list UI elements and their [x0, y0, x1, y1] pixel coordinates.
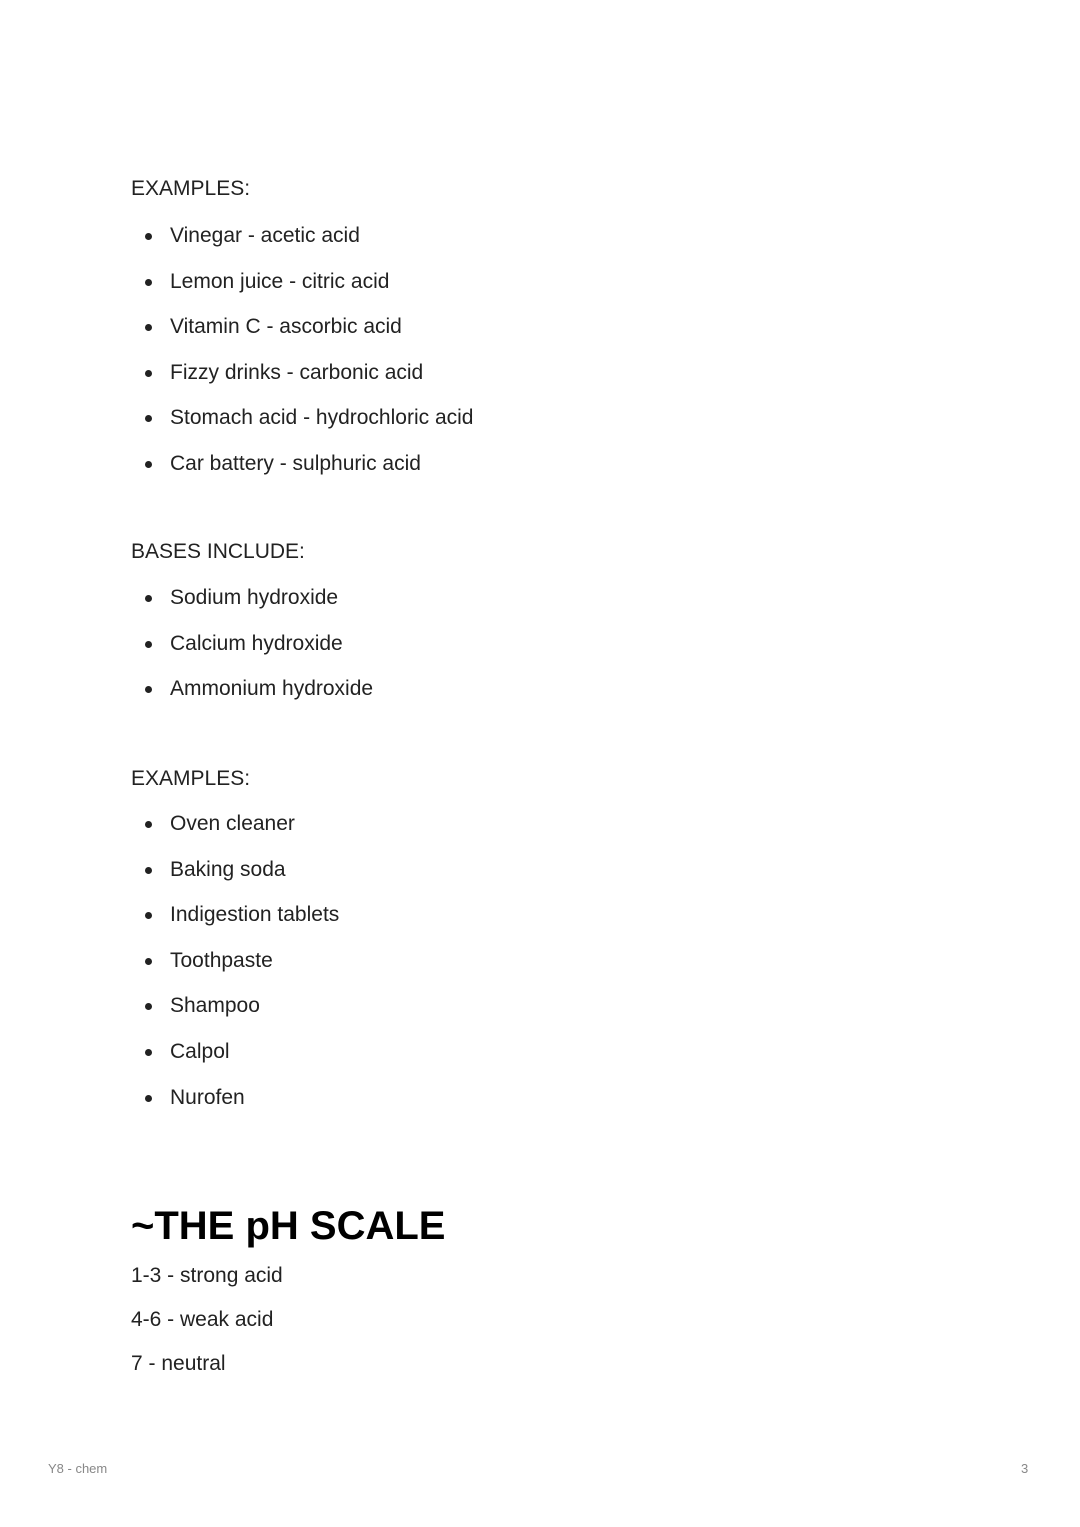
- bases-list: [131, 586, 373, 723]
- list-item: Vinegar - acetic acid: [131, 224, 473, 270]
- list-item: Toothpaste: [131, 949, 339, 995]
- footer-document-label: Y8 - chem: [48, 1461, 108, 1476]
- list-item: Indigestion tablets: [131, 903, 339, 949]
- list-item: Oven cleaner: [131, 812, 339, 858]
- list-item: Calcium hydroxide: [131, 632, 373, 678]
- ph-scale-line: 1-3 - strong acid: [131, 1264, 283, 1287]
- ph-scale-title: ~THE pH SCALE: [131, 1204, 446, 1248]
- list-item: Sodium hydroxide: [131, 586, 373, 632]
- ph-scale-line: 4-6 - weak acid: [131, 1308, 274, 1331]
- ph-scale-line: 7 - neutral: [131, 1352, 226, 1375]
- list-item: Fizzy drinks - carbonic acid: [131, 361, 473, 407]
- bases-heading: BASES INCLUDE:: [131, 540, 305, 563]
- list-item: Baking soda: [131, 858, 339, 904]
- acid-examples-heading: EXAMPLES:: [131, 177, 251, 200]
- footer-page-number: 3: [1021, 1461, 1029, 1476]
- list-item: Car battery - sulphuric acid: [131, 452, 473, 498]
- list-item: Shampoo: [131, 994, 339, 1040]
- list-item: Stomach acid - hydrochloric acid: [131, 406, 473, 452]
- list-item: Calpol: [131, 1040, 339, 1086]
- acid-examples-list: [131, 224, 473, 498]
- list-item: Ammonium hydroxide: [131, 677, 373, 723]
- list-item: Lemon juice - citric acid: [131, 270, 473, 316]
- base-examples-heading: EXAMPLES:: [131, 767, 251, 790]
- list-item: Nurofen: [131, 1086, 339, 1132]
- list-item: Vitamin C - ascorbic acid: [131, 315, 473, 361]
- base-examples-list: [131, 812, 339, 1131]
